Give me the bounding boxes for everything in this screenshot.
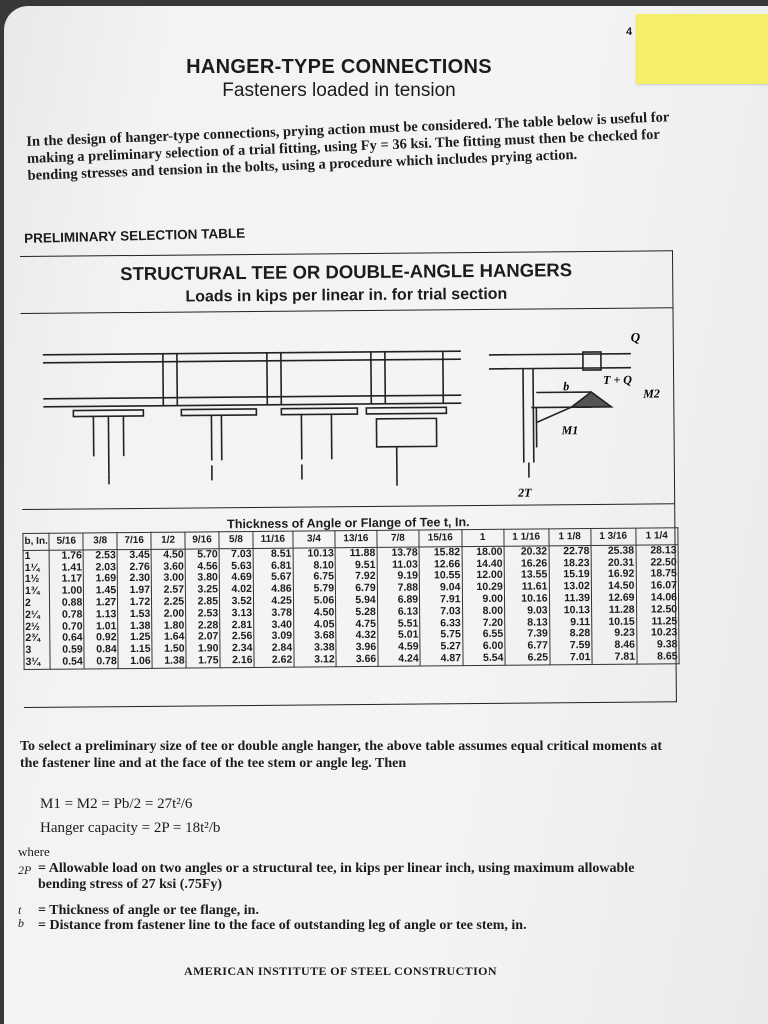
load-value: 1.06 [118,656,152,669]
document-page [4,6,768,1024]
load-value: 16.26 [504,558,549,570]
load-value: 8.13 [505,617,550,629]
load-value: 1.13 [84,609,118,621]
load-value: 1.75 [186,655,220,668]
load-value: 0.54 [50,656,84,669]
load-value: 3.12 [294,654,336,667]
footer-publisher: AMERICAN INSTITUTE OF STEEL CONSTRUCTION [184,964,497,978]
label-m2: M2 [643,386,660,401]
load-value: 2.76 [117,561,151,573]
load-value: 3.52 [220,596,254,608]
load-value: 4.56 [185,561,219,573]
thickness-header: 3/4 [293,531,336,548]
load-value: 6.81 [253,560,293,572]
sticky-note [636,14,768,84]
load-value: 12.00 [462,570,504,582]
load-value: 5.06 [293,595,335,607]
b-value: 2¼ [24,610,50,622]
symbol-t: t [18,903,22,917]
equation-capacity: Hanger capacity = 2P = 18t²/b [40,820,221,836]
load-value: 7.59 [549,640,591,652]
load-value: 7.01 [549,652,591,665]
load-value: 3.00 [151,573,185,585]
load-value: 7.91 [420,594,462,606]
load-value: 9.00 [462,594,504,606]
load-value: 2.57 [152,585,186,597]
load-value: 6.77 [505,641,550,653]
load-value: 3.96 [336,642,378,654]
load-value: 1.38 [152,656,186,669]
load-value: 9.19 [377,571,419,583]
load-value: 4.86 [253,584,293,596]
load-value: 5.51 [377,618,419,630]
load-value: 18.23 [549,558,591,570]
load-value: 10.13 [549,605,591,617]
load-value: 3.68 [294,631,336,643]
load-value: 6.89 [377,595,419,607]
load-value: 5.54 [462,653,504,666]
load-value: 4.87 [420,653,462,666]
load-value: 0.59 [50,645,84,657]
load-value: 10.55 [419,571,461,583]
b-value: 2 [23,598,49,610]
load-value: 2.56 [220,631,254,643]
load-value: 3.45 [117,549,151,562]
load-value: 6.00 [462,641,504,653]
load-value: 10.29 [462,582,504,594]
load-value: 1.41 [50,562,84,574]
thickness-header: 3/8 [83,533,117,550]
table-body [23,545,679,670]
load-value: 12.69 [591,593,636,605]
load-value: 1.76 [49,550,83,563]
b-value: 2½ [24,621,50,633]
load-value: 5.27 [420,641,462,653]
load-value: 4.50 [293,607,335,619]
load-value: 1.72 [118,597,152,609]
load-value: 8.28 [549,628,591,640]
symbol-b: b [18,916,24,930]
load-value: 5.63 [219,561,253,573]
load-value: 1.97 [118,585,152,597]
load-value: 2.84 [254,643,294,655]
equation-moments: M1 = M2 = Pb/2 = 27t²/6 [40,796,193,812]
load-value: 2.85 [186,596,220,608]
load-value: 6.79 [336,583,378,595]
load-value: 7.39 [505,629,550,641]
symbol-2p: 2P [18,863,32,877]
load-value: 1.80 [152,620,186,632]
load-value: 16.07 [636,580,679,592]
hanger-diagram [31,311,673,507]
load-value: 3.13 [220,608,254,620]
load-value: 14.06 [636,592,679,604]
load-value: 7.03 [219,548,253,561]
load-value: 11.25 [636,616,679,628]
load-value: 9.11 [549,617,591,629]
load-value: 3.38 [294,642,336,654]
load-value: 3.80 [185,573,219,585]
load-value: 1.38 [118,620,152,632]
label-2t: 2T [518,485,532,500]
load-value: 8.46 [592,640,637,652]
load-value: 11.28 [591,604,636,616]
load-value: 5.67 [253,572,293,584]
load-value: 1.64 [152,632,186,644]
load-value: 22.78 [549,545,591,558]
load-value: 2.25 [152,597,186,609]
load-value: 9.51 [335,559,377,571]
load-value: 10.15 [592,616,637,628]
load-value: 6.55 [462,629,504,641]
label-t-plus-q: T + Q [603,372,633,387]
load-value: 0.78 [50,609,84,621]
load-value: 10.13 [293,548,335,561]
load-value: 22.50 [636,557,679,569]
load-value: 12.50 [636,604,679,616]
load-value: 9.04 [419,582,461,594]
load-value: 0.84 [84,644,118,656]
load-value: 3.78 [254,607,294,619]
selection-table [22,527,679,669]
thickness-header: 7/8 [377,530,420,547]
load-value: 28.13 [636,545,679,558]
load-value: 0.88 [50,597,84,609]
thickness-header: 1 [461,529,504,546]
load-value: 0.64 [50,633,84,645]
load-value: 2.28 [186,620,220,632]
load-value: 7.88 [377,583,419,595]
page-number: 4 [626,26,633,38]
load-value: 15.19 [549,569,591,581]
load-value: 7.03 [420,606,462,618]
where-label: where [18,844,50,859]
load-value: 1.45 [84,585,118,597]
load-value: 3.66 [336,654,378,667]
load-value: 10.23 [636,628,679,640]
load-value: 11.03 [377,559,419,571]
load-value: 1.15 [118,644,152,656]
load-value: 1.69 [84,574,118,586]
load-value: 5.70 [185,549,219,562]
load-value: 3.09 [254,631,294,643]
load-value: 2.53 [186,608,220,620]
load-value: 12.66 [419,559,461,571]
page-title: HANGER-TYPE CONNECTIONS [186,56,492,78]
load-value: 11.88 [335,547,377,560]
load-value: 18.75 [636,569,679,581]
load-value: 4.05 [293,619,335,631]
thickness-header: 1 1/8 [548,529,591,546]
thickness-header: 1 1/4 [635,528,678,545]
load-value: 0.78 [84,656,118,669]
selection-table-box [20,250,677,708]
method-paragraph: To select a preliminary size of tee or double angle hanger, the above table assumes equal critical moments at the fastener line and at the face of the tee stem or angle leg. Then [20,739,662,771]
load-value: 1.01 [84,621,118,633]
definition-2p: = Allowable load on two angles or a structural tee, in kips per linear inch, using maximum allowable bending stress of 27 ksi (.75Fy) [38,861,635,892]
load-value: 7.81 [592,652,637,665]
load-value: 18.00 [462,546,504,559]
table-heading: Thickness of Angle or Flange of Tee t, In. [227,515,470,532]
load-value: 6.25 [505,652,550,665]
load-value: 4.69 [219,572,253,584]
load-value: 8.10 [293,560,335,572]
load-value: 7.20 [462,617,504,629]
definition-b: = Distance from fastener line to the face of outstanding leg of angle or tee stem, in. [38,918,527,933]
load-value: 6.13 [377,606,419,618]
load-value: 2.07 [186,632,220,644]
load-value: 1.90 [186,643,220,655]
load-value: 8.51 [253,548,293,561]
load-value: 20.31 [591,557,636,569]
load-value: 6.75 [293,572,335,584]
thickness-header: 15/16 [419,530,462,547]
b-value: 1¾ [23,586,49,598]
b-value: 3¼ [24,657,50,670]
load-value: 2.53 [83,549,117,562]
load-value: 20.32 [504,546,549,559]
load-value: 10.16 [504,593,549,605]
thickness-header: 1 3/16 [591,528,636,545]
load-value: 9.38 [636,639,679,651]
box-title: STRUCTURAL TEE OR DOUBLE-ANGLE HANGERS [120,259,573,285]
load-value: 11.61 [504,582,549,594]
load-value: 13.02 [549,581,591,593]
thickness-header: 13/16 [335,530,377,547]
thickness-header: 7/16 [117,532,151,549]
load-value: 25.38 [591,545,636,558]
section-heading: PRELIMINARY SELECTION TABLE [24,225,246,246]
load-value: 1.00 [50,586,84,598]
b-value: 1 [23,550,49,563]
b-value: 1½ [23,574,49,586]
load-value: 2.03 [83,562,117,574]
thickness-header: 9/16 [185,532,219,549]
load-value: 1.50 [152,644,186,656]
page-subtitle: Fasteners loaded in tension [222,80,456,101]
load-value: 2.81 [220,620,254,632]
load-value: 3.25 [185,584,219,596]
load-value: 3.40 [254,619,294,631]
thickness-header: 1/2 [151,532,185,549]
load-value: 7.92 [335,571,377,583]
load-value: 5.75 [420,630,462,642]
thickness-header: 5/8 [219,531,253,548]
thickness-header: 1 1/16 [504,529,549,546]
load-value: 6.33 [420,618,462,630]
load-value: 14.40 [462,558,504,570]
definition-t: = Thickness of angle or tee flange, in. [38,903,259,918]
load-value: 4.75 [336,618,378,630]
b-value: 3 [24,645,50,657]
load-value: 16.92 [591,569,636,581]
load-value: 4.02 [219,584,253,596]
load-value: 5.01 [377,630,419,642]
load-value: 9.03 [504,605,549,617]
load-value: 14.50 [591,581,636,593]
load-value: 1.17 [50,574,84,586]
b-value: 1¼ [23,562,49,574]
load-value: 5.94 [336,595,378,607]
load-value: 5.79 [293,583,335,595]
load-value: 0.92 [84,633,118,645]
b-header: b, In. [23,533,49,550]
thickness-header: 11/16 [253,531,293,548]
load-value: 4.50 [151,549,185,562]
load-value: 1.27 [84,597,118,609]
load-value: 2.16 [220,655,254,668]
load-value: 8.00 [462,606,504,618]
load-value: 11.39 [549,593,591,605]
label-b: b [563,379,570,394]
load-value: 13.55 [504,570,549,582]
thickness-header: 5/16 [49,533,83,550]
box-subtitle: Loads in kips per linear in. for trial section [185,285,508,306]
b-value: 2¾ [24,633,50,645]
label-q: Q [630,329,641,345]
load-value: 2.62 [254,655,294,668]
load-value: 4.25 [253,596,293,608]
load-value: 3.60 [151,561,185,573]
load-value: 2.30 [117,573,151,585]
intro-paragraph: In the design of hanger-type connections, prying action must be considered. The table below is useful for making a preliminary selection of a trial fitting, using Fy = 36 ksi. The fitting must then be checked for bending stresses and tension in the bolts, using a procedure which includes prying action. [26,109,670,184]
load-value: 2.00 [152,608,186,620]
load-value: 15.82 [419,546,461,559]
load-value: 8.65 [636,651,679,664]
load-value: 5.28 [336,607,378,619]
load-value: 1.53 [118,609,152,621]
load-value: 2.34 [220,643,254,655]
load-value: 9.23 [592,628,637,640]
load-value: 4.32 [336,630,378,642]
load-value: 13.78 [377,547,419,560]
label-m1: M1 [561,423,579,438]
load-value: 1.25 [118,632,152,644]
load-value: 4.59 [378,642,420,654]
load-value: 4.24 [378,653,420,666]
load-value: 0.70 [50,621,84,633]
